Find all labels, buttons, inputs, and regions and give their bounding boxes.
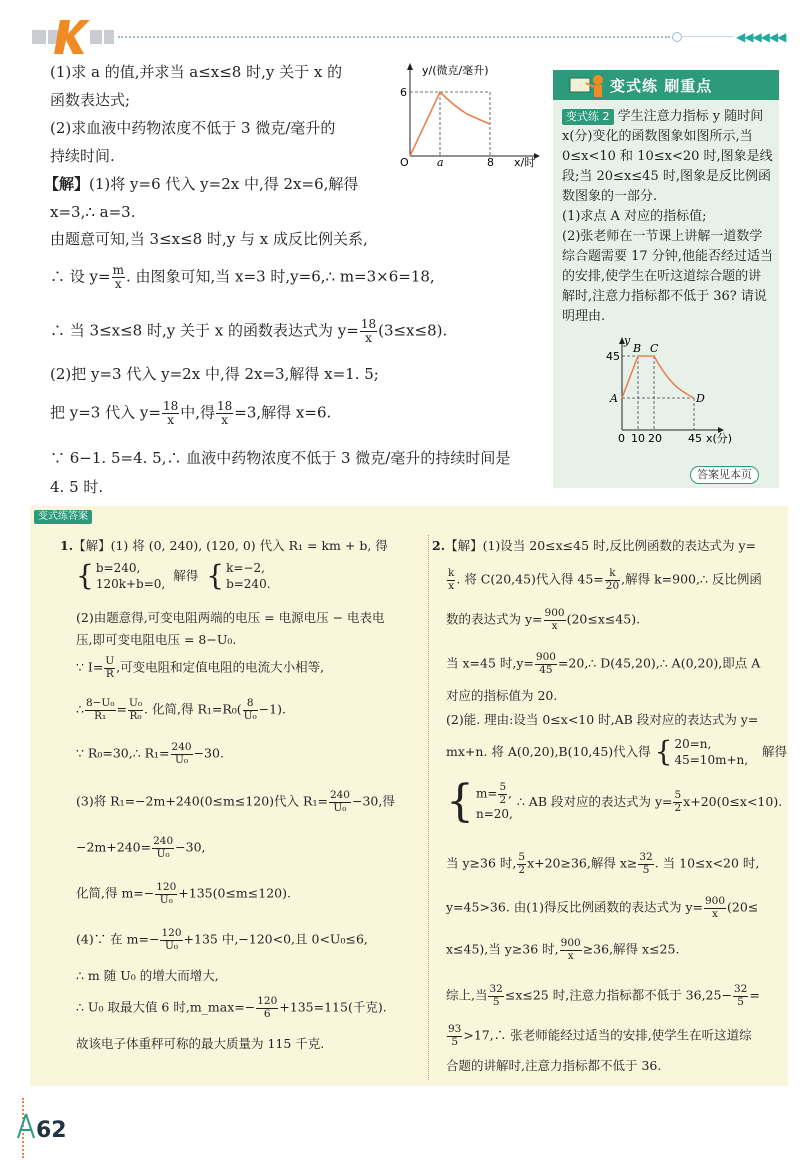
question-1-cont: 函数表达式; (50, 91, 131, 109)
solution-line-9: 4. 5 时. (50, 478, 104, 496)
brace: { (654, 735, 673, 768)
answer2-line-14: 合题的讲解时,注意力指标都不低于 36. (446, 1058, 662, 1073)
question-2: (2)求血液中药物浓度不低于 3 微克/毫升的 (50, 119, 336, 137)
fraction (488, 984, 503, 1008)
solution-line-3: 由题意可知,当 3≤x≤8 时,y 与 x 成反比例关系, (50, 230, 368, 248)
sidebar-line-7: (2)张老师在一节课上讲解一道数学 (562, 229, 763, 244)
x-tick-20: 20 (648, 432, 662, 445)
answer1-line-14: 故该电子体重秤可称的最大质量为 115 千克. (76, 1036, 325, 1051)
equation: b=240, (95, 561, 141, 575)
answer-number: 1. (60, 538, 74, 553)
fraction (256, 996, 278, 1020)
text: (3)将 R₁=−2m+240(0≤m≤120)代入 R₁= (76, 793, 328, 809)
answer-on-page-tag: 答案见本页 (690, 466, 759, 484)
text: ∵ I= (76, 659, 104, 675)
fraction (447, 1024, 462, 1048)
question-2-cont: 持续时间. (50, 147, 115, 165)
numerator: 32 (733, 983, 748, 995)
answer1-system (76, 560, 271, 592)
text: x≤45),当 y≥36 时, (446, 941, 559, 957)
answer1-line-11 (76, 928, 368, 952)
text: ≥36,解得 x≤25. (582, 941, 680, 957)
text: (20≤ (727, 899, 759, 915)
denominator: x (365, 331, 372, 345)
sidebar-line-3: 0≤x<10 和 10≤x<20 时,图象是线 (562, 149, 773, 164)
text: (3≤x≤8). (378, 321, 448, 340)
answer1-line-4: 压,即可变电阻电压 = 8−U₀. (76, 632, 237, 647)
numerator: k (605, 568, 620, 581)
denominator: R (105, 667, 114, 680)
text: ∴ AB 段对应的表达式为 y= (516, 794, 673, 809)
text: . 化简,得 R₁=R₀( (144, 701, 242, 717)
brace: { (446, 776, 474, 827)
equation: n=20, (476, 807, 513, 821)
answer-number: 2. (432, 538, 446, 553)
answer2-line-13 (446, 1024, 752, 1048)
answer2-line-9 (446, 852, 759, 876)
numerator: 8−U₀ (85, 697, 115, 709)
fraction (560, 938, 582, 962)
fraction (733, 984, 748, 1008)
equation: 20=n, (674, 737, 712, 751)
denominator: 2 (674, 801, 682, 814)
solution-label: 【解】 (44, 175, 90, 193)
denominator: 6 (263, 1007, 271, 1020)
denominator: R₀ (129, 709, 142, 722)
text: (4)∵ 在 m=− (76, 931, 160, 947)
text: = (749, 987, 760, 1003)
fraction (638, 852, 653, 876)
fraction (605, 568, 620, 592)
numerator: 120 (156, 881, 177, 893)
numerator: 240 (153, 835, 174, 847)
answer1-line-10 (76, 882, 291, 906)
numerator: 5 (674, 789, 682, 801)
text: −1). (258, 701, 286, 717)
denominator: x (567, 949, 574, 962)
text: 【解】(1)设当 20≤x≤45 时,反比例函数的表达式为 y= (445, 538, 757, 553)
text: =3,解得 x=6. (234, 403, 332, 422)
equation (476, 782, 513, 806)
solution-text: (1)将 y=6 代入 y=2x 中,得 2x=6,解得 (89, 175, 359, 193)
text: , (508, 786, 512, 801)
denominator: U₀ (243, 709, 257, 722)
numerator: 240 (171, 741, 192, 753)
text: x+20≥36,解得 x≥ (527, 855, 638, 871)
fraction (704, 896, 726, 920)
answer1-line-3: (2)由题意得,可变电阻两端的电压 = 电源电压 − 电表电 (76, 610, 385, 625)
denominator: 2 (518, 863, 526, 876)
compass-icon (14, 1112, 38, 1140)
answer1-line-9 (76, 836, 206, 860)
text: ∴ 设 y= (50, 267, 111, 286)
header-rule-right (682, 36, 734, 37)
sidebar-line-1 (562, 107, 763, 127)
numerator: U (105, 655, 115, 667)
fraction (216, 400, 233, 427)
text: −2m+240= (76, 839, 152, 855)
text: 解得 (173, 568, 199, 583)
x-tick-a: a (437, 156, 444, 169)
text: −30,得 (351, 793, 395, 809)
solution-line-7 (50, 400, 331, 427)
text: −30. (193, 745, 224, 761)
fraction (544, 608, 566, 632)
numerator: 5 (499, 781, 507, 793)
solution-line-6: (2)把 y=3 代入 y=2x 中,得 2x=3,解得 x=1. 5; (50, 365, 379, 383)
answer-panel-tag: 变式练答案 (34, 510, 92, 524)
numerator: 32 (639, 851, 653, 863)
solution-line-1 (44, 174, 358, 194)
solution-line-8: ∵ 6−1. 5=4. 5,∴ 血液中药物浓度不低于 3 微克/毫升的持续时间是 (50, 449, 511, 467)
equation-system (476, 782, 513, 822)
denominator: x (167, 413, 174, 427)
denominator: U₀ (164, 939, 179, 952)
numerator: 240 (329, 789, 350, 801)
text: ∴ U₀ 取最大值 6 时,m_max=− (76, 999, 256, 1015)
denominator: 20 (605, 579, 620, 592)
y-axis-label: y (624, 334, 631, 347)
answer2-line-6: (2)能. 理由:设当 0≤x<10 时,AB 段对应的表达式为 y= (446, 712, 759, 727)
fraction (128, 698, 143, 722)
numerator: 93 (448, 1023, 462, 1035)
text: = (116, 701, 127, 717)
text: mx+n. 将 A(0,20),B(10,45)代入得 (446, 744, 651, 759)
question-1: (1)求 a 的值,并求当 a≤x≤8 时,y 关于 x 的 (50, 63, 343, 81)
answer1-line-1 (60, 538, 388, 554)
y-axis-label: y/(微克/毫升) (422, 64, 489, 77)
answer2-line-1 (432, 538, 756, 554)
origin-label: O (400, 156, 409, 169)
numerator: 120 (161, 927, 182, 939)
header-arrows: ◀◀◀◀◀◀ (736, 30, 786, 44)
text: x+20(0≤x<10). (683, 794, 783, 809)
fraction (535, 652, 557, 676)
x-axis-label: x/时 (514, 156, 536, 169)
denominator: 2 (499, 793, 507, 806)
page-number: 62 (36, 1118, 67, 1143)
solution-line-2: x=3,∴ a=3. (50, 203, 136, 221)
answer1-line-13 (76, 996, 387, 1020)
text: ∵ R₀=30,∴ R₁= (76, 745, 170, 761)
text: ,解得 k=900,∴ 反比例函 (621, 571, 762, 587)
numerator: U₀ (128, 697, 143, 709)
text: 当 y≥36 时, (446, 855, 517, 871)
fraction (243, 698, 258, 722)
text: ≤x≤25 时,注意力指标都不低于 36,25− (504, 987, 732, 1003)
sidebar-line-5: 数图象的一部分. (562, 189, 658, 204)
text: −30, (175, 839, 206, 855)
text: . 由图象可知,当 x=3 时,y=6,∴ m=3×6=18, (125, 267, 435, 286)
answer2-line-10 (446, 896, 758, 920)
answer1-line-7 (76, 742, 224, 766)
denominator: 5 (642, 863, 650, 876)
denominator: U₀ (159, 893, 173, 906)
sidebar-line-2: x(分)变化的函数图象如图所示,当 (562, 129, 753, 144)
answer2-line-5: 对应的指标值为 20. (446, 688, 558, 703)
text: 当 x=45 时,y= (446, 655, 534, 671)
fraction (155, 882, 177, 906)
answer1-line-6 (76, 698, 286, 722)
answer2-line-11 (446, 938, 679, 962)
numerator: 5 (518, 851, 526, 863)
text: 解得 (762, 744, 788, 759)
concentration-curve (410, 92, 490, 156)
text: 中,得 (180, 403, 215, 422)
answer2-line-8 (446, 776, 783, 827)
denominator: x (221, 413, 229, 427)
solution-line-4 (50, 264, 435, 291)
x-tick-45: 45 (688, 432, 702, 445)
fraction (498, 782, 507, 806)
sidebar-line-4: 段;当 20≤x≤45 时,图象是反比例函 (562, 169, 771, 184)
text: (20≤x≤45). (566, 611, 641, 627)
fraction (162, 400, 179, 427)
practice-badge: 变式练 2 (562, 109, 614, 125)
teacher-figure-icon (568, 72, 608, 100)
denominator: x (551, 619, 558, 632)
fraction (517, 852, 526, 876)
fraction (152, 836, 174, 860)
header-dot (672, 32, 682, 42)
text: 把 y=3 代入 y= (50, 403, 161, 422)
solution-line-5 (50, 318, 447, 345)
denominator: U₀ (333, 801, 347, 814)
point-a-label: A (610, 392, 618, 405)
numerator: 900 (560, 937, 581, 949)
x-tick-0: 0 (618, 432, 625, 445)
numerator: 900 (544, 607, 565, 619)
equation: b=240. (226, 577, 271, 591)
header-rule (118, 36, 670, 38)
text: +135=115(千克). (279, 999, 387, 1015)
x-tick-8: 8 (487, 156, 494, 169)
denominator: U₀ (175, 753, 189, 766)
text: m= (476, 786, 498, 801)
numerator: 18 (162, 399, 179, 413)
answer1-line-12: ∴ m 随 U₀ 的增大而增大, (76, 968, 219, 983)
denominator: x (448, 579, 455, 592)
numerator: 900 (535, 651, 556, 663)
text: 综上,当 (446, 987, 488, 1003)
sidebar-line-6: (1)求点 A 对应的指标值; (562, 209, 707, 224)
equation-system (674, 736, 748, 768)
text: ,可变电阻和定值电阻的电流大小相等, (116, 659, 325, 675)
text: 化简,得 m=− (76, 885, 155, 901)
point-d-label: D (696, 392, 705, 405)
text: . 当 10≤x<20 时, (654, 855, 760, 871)
answer1-line-5 (76, 656, 324, 680)
equation: k=−2, (226, 561, 265, 575)
numerator: 32 (489, 983, 503, 995)
brand-logo (30, 16, 116, 56)
denominator: U₀ (156, 847, 170, 860)
sidebar-line-9: 的安排,使学生在听这道综合题的讲 (562, 269, 762, 284)
sidebar-line-11: 明理由. (562, 309, 606, 324)
numerator: k (448, 567, 455, 579)
attention-curve (622, 356, 694, 398)
numerator: 8 (243, 698, 258, 711)
answer2-line-2 (446, 568, 762, 592)
sidebar-line-8: 综合题需要 17 分钟,他能否经过适当 (562, 249, 773, 264)
fraction (360, 318, 377, 345)
y-axis-arrow (407, 63, 413, 70)
point-c-label: C (650, 342, 659, 355)
denominator: R₁ (94, 709, 107, 722)
y-tick-45: 45 (606, 350, 620, 363)
numerator: 18 (360, 317, 377, 331)
sidebar-title: 变式练 刷重点 (610, 77, 713, 95)
text: =20,∴ D(45,20),∴ A(0,20),即点 A (557, 655, 761, 671)
equation-system (96, 560, 165, 592)
numerator: 120 (257, 995, 278, 1007)
point-b-label: B (633, 342, 642, 355)
text: +135 中,−120<0,且 0<U₀≤6, (183, 931, 368, 947)
x-tick-10: 10 (631, 432, 645, 445)
text: . 将 C(20,45)代入得 45= (456, 571, 604, 587)
fraction (104, 656, 115, 680)
brace: { (206, 559, 225, 592)
denominator: 5 (451, 1035, 459, 1048)
panel-divider (428, 535, 429, 1080)
sidebar-text: 学生注意力指标 y 随时间 (617, 109, 764, 124)
answer2-line-12 (446, 984, 760, 1008)
answer1-line-8 (76, 790, 395, 814)
denominator: 45 (539, 663, 553, 676)
sidebar-line-10: 解时,注意力指标都不低于 36? 请说 (562, 289, 767, 304)
text: 数的表达式为 y= (446, 611, 543, 627)
answer2-line-3 (446, 608, 640, 632)
equation: 120k+b=0, (95, 577, 166, 591)
attention-graph (606, 334, 736, 452)
text: >17,∴ 张老师能经过适当的安排,使学生在听这道综 (463, 1027, 752, 1043)
text: ∴ 当 3≤x≤8 时,y 关于 x 的函数表达式为 y= (50, 321, 359, 340)
text: ∴ (76, 701, 84, 717)
fraction (112, 264, 125, 291)
text: y=45>36. 由(1)得反比例函数的表达式为 y= (446, 899, 703, 915)
numerator: 18 (217, 399, 233, 413)
denominator: 5 (737, 995, 744, 1008)
answer2-line-4 (446, 652, 760, 676)
fraction (85, 698, 116, 722)
fraction (329, 790, 351, 814)
denominator: x (114, 277, 122, 291)
fraction (673, 790, 682, 814)
text: +135(0≤m≤120). (178, 885, 291, 901)
fraction (171, 742, 193, 766)
x-axis-label: x(分) (706, 432, 733, 445)
equation: 45=10m+n, (674, 753, 749, 767)
answer2-line-7 (446, 736, 787, 768)
fraction (447, 568, 455, 592)
equation-system (226, 560, 270, 592)
text: 【解】(1) 将 (0, 240), (120, 0) 代入 R₁ = km + b, 得 (73, 538, 388, 553)
numerator: 900 (704, 895, 726, 907)
brace: { (76, 559, 94, 592)
numerator: m (112, 263, 124, 277)
concentration-graph (392, 58, 542, 170)
denominator: 5 (492, 995, 500, 1008)
denominator: x (712, 907, 718, 920)
fraction (160, 928, 182, 952)
y-tick-6: 6 (400, 86, 407, 99)
